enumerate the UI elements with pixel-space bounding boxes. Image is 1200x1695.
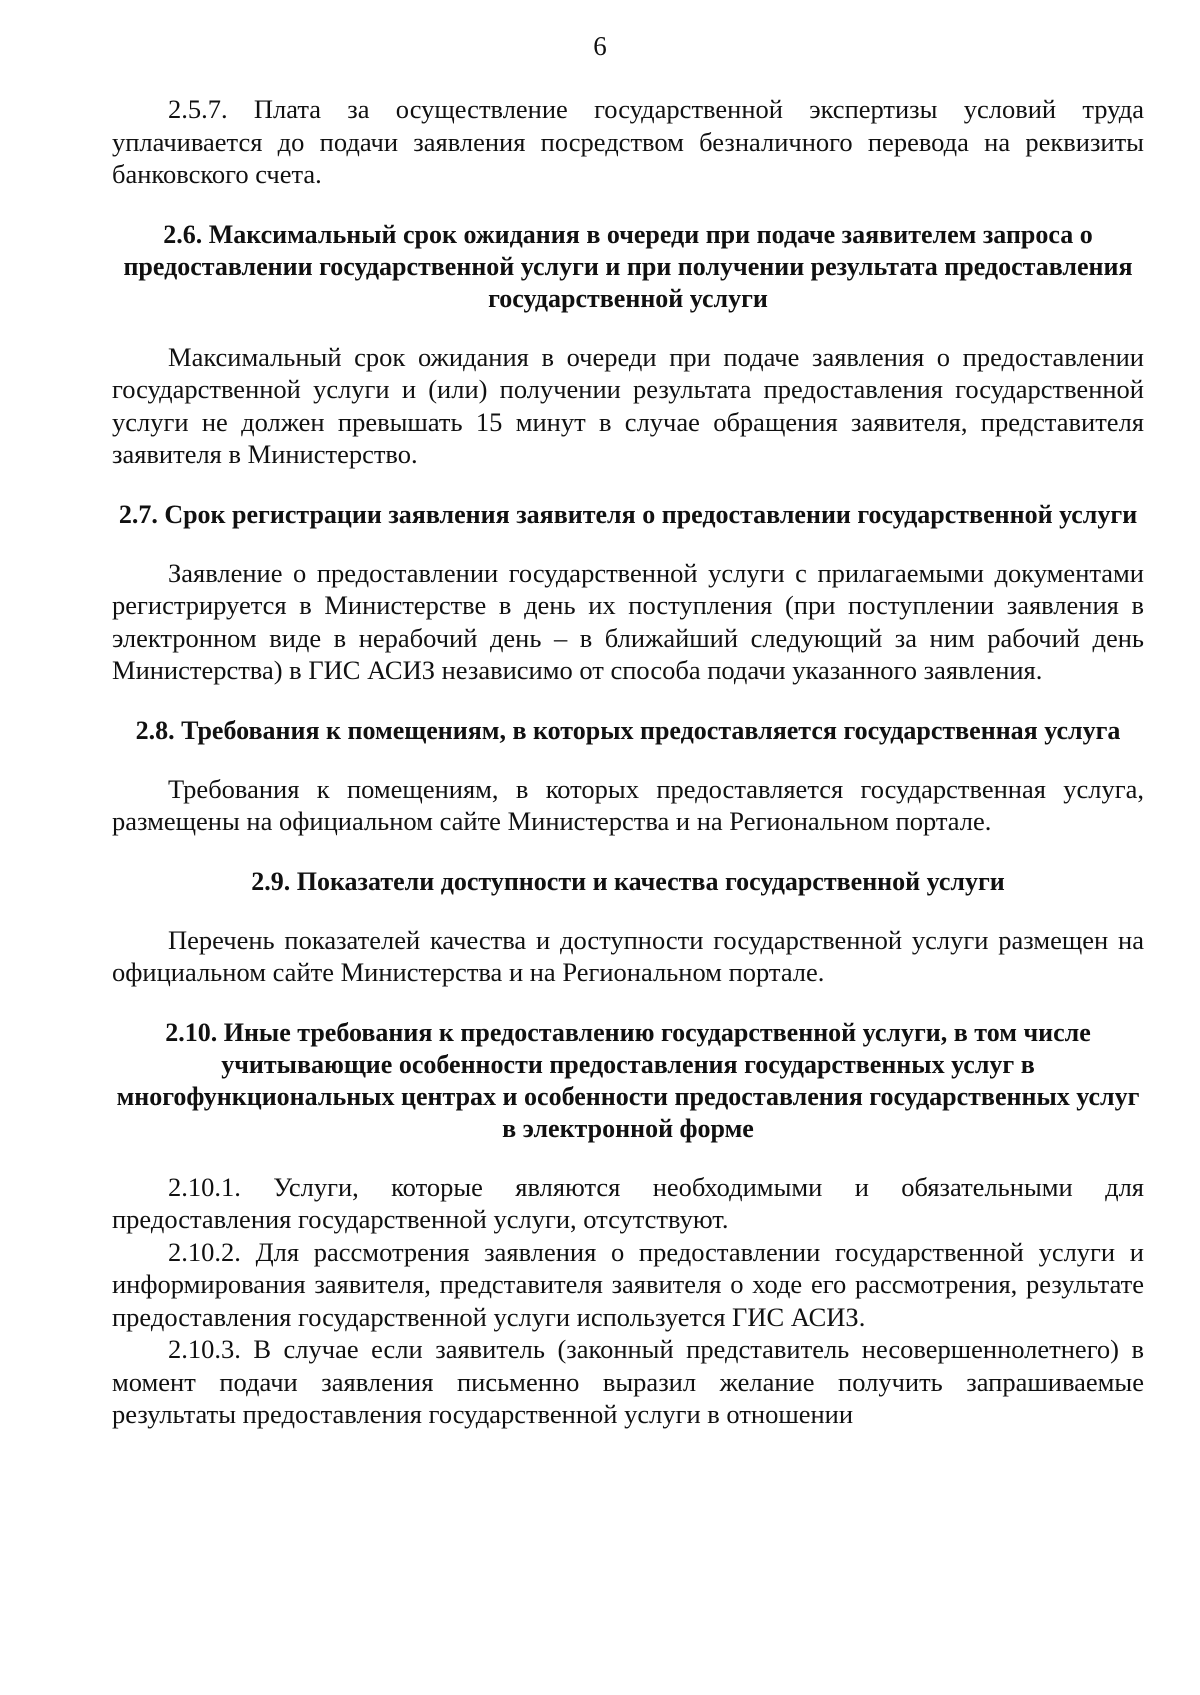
- heading-2-8: 2.8. Требования к помещениям, в которых предоставляется государственная услуга: [135, 715, 1121, 745]
- heading-2-6: 2.6. Максимальный срок ожидания в очереди при подаче заявителем запроса о предоставлении государственной услуги и при получении результата предоставления государственной услуги: [123, 219, 1133, 313]
- paragraph-2-8: Требования к помещениям, в которых предоставляется государственная услуга, размещены на официальном сайте Министерства и на Региональном портале.: [112, 773, 1144, 836]
- heading-2-7: 2.7. Срок регистрации заявления заявителя о предоставлении государственной услуги: [118, 499, 1138, 529]
- paragraph-2-10-1: 2.10.1. Услуги, которые являются необходимыми и обязательными для предоставления государственной услуги, отсутствуют.: [112, 1171, 1144, 1234]
- heading-2-10: 2.10. Иные требования к предоставлению государственной услуги, в том числе учитывающие особенности предоставления государственных услуг в многофункциональных центрах и особенности предоставления государственных услуг в электронной форме: [116, 1017, 1140, 1143]
- paragraph-2-7: Заявление о предоставлении государственной услуги с прилагаемыми документами регистрируется в Министерстве в день их поступления (при поступлении заявления в электронном виде в нерабочий день – в ближайший следующий за ним рабочий день Министерства) в ГИС АСИЗ независимо от способа подачи указанного заявления.: [112, 557, 1144, 685]
- document-body: [112, 93, 1144, 1431]
- paragraph-2-10-2: 2.10.2. Для рассмотрения заявления о предоставлении государственной услуги и информирования заявителя, представителя заявителя о ходе его рассмотрения, результате предоставления государственной услуги используется ГИС АСИЗ.: [112, 1236, 1144, 1332]
- paragraph-2-10-3: 2.10.3. В случае если заявитель (законный представитель несовершеннолетнего) в момент подачи заявления письменно выразил желание получить запрашиваемые результаты предоставления государственной услуги в отношении: [112, 1334, 1144, 1429]
- heading-2-9: 2.9. Показатели доступности и качества государственной услуги: [251, 866, 1005, 896]
- page-number: 6: [593, 31, 607, 61]
- paragraph-2-9: Перечень показателей качества и доступности государственной услуги размещен на официальном сайте Министерства и на Региональном портале.: [112, 924, 1144, 987]
- paragraph-2-5-7: 2.5.7. Плата за осуществление государственной экспертизы условий труда уплачивается до подачи заявления посредством безналичного перевода на реквизиты банковского счета.: [112, 94, 1144, 189]
- paragraph-2-6: Максимальный срок ожидания в очереди при подаче заявления о предоставлении государственной услуги и (или) получении результата предоставления государственной услуги не должен превышать 15 минут в случае обращения заявителя, представителя заявителя в Министерство.: [112, 341, 1144, 469]
